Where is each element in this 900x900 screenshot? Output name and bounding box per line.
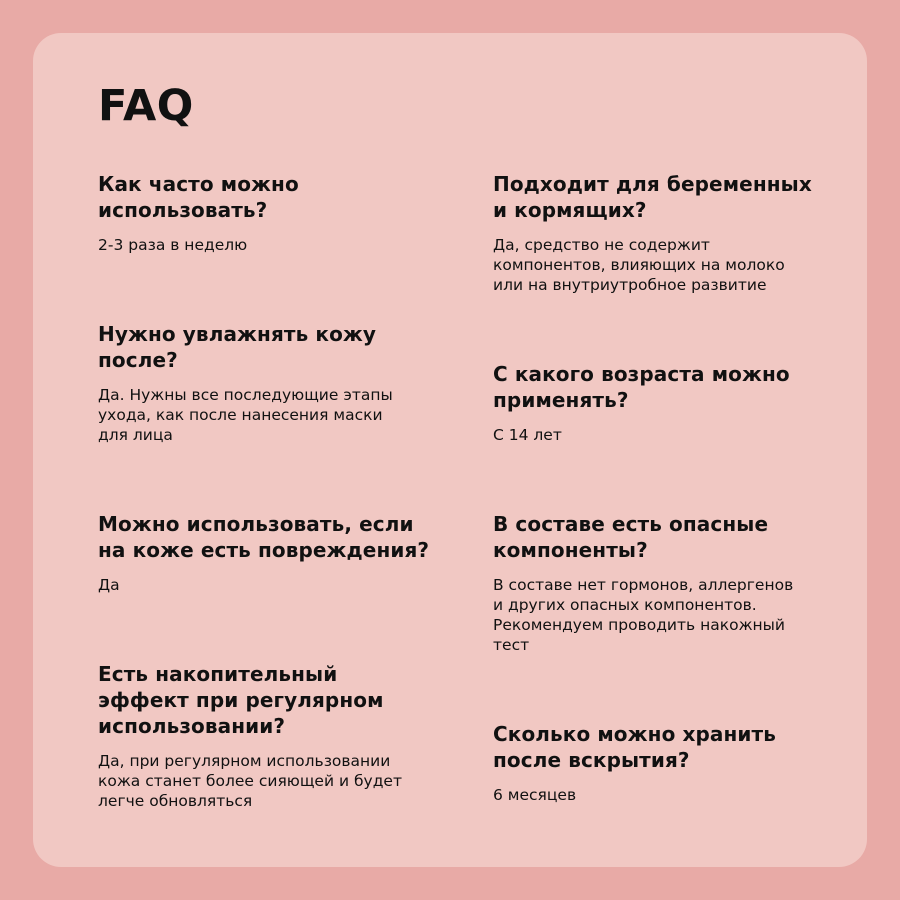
faq-answer: Да, средство не содержит компонентов, влияющих на молоко или на внутриутробное развитие bbox=[493, 236, 785, 294]
faq-answer: 2-3 раза в неделю bbox=[98, 236, 248, 254]
faq-question: С какого возраста можно применять? bbox=[493, 362, 790, 412]
faq-answer: Да. Нужны все последующие этапы ухода, как после нанесения маски для лица bbox=[98, 386, 393, 444]
faq-question: Можно использовать, если на коже есть повреждения? bbox=[98, 512, 430, 562]
faq-item-frequency bbox=[98, 171, 443, 255]
faq-answer: 6 месяцев bbox=[493, 786, 577, 804]
faq-item-storage bbox=[493, 721, 838, 805]
faq-answer: Да bbox=[98, 576, 120, 594]
faq-item-ingredients bbox=[493, 511, 838, 655]
faq-question: Как часто можно использовать? bbox=[98, 172, 299, 222]
faq-question: В составе есть опасные компоненты? bbox=[493, 512, 769, 562]
page-title: FAQ bbox=[98, 81, 194, 131]
faq-answer: В составе нет гормонов, аллергенов и других опасных компонентов. Рекомендуем проводить накожный тест bbox=[493, 576, 794, 654]
faq-item-cumulative-effect bbox=[98, 661, 443, 811]
faq-item-age bbox=[493, 361, 838, 445]
faq-answer: Да, при регулярном использовании кожа станет более сияющей и будет легче обновляться bbox=[98, 752, 402, 810]
faq-question: Подходит для беременных и кормящих? bbox=[493, 172, 812, 222]
faq-answer: С 14 лет bbox=[493, 426, 562, 444]
faq-question: Сколько можно хранить после вскрытия? bbox=[493, 722, 776, 772]
faq-item-damaged-skin bbox=[98, 511, 443, 595]
faq-question: Есть накопительный эффект при регулярном использовании? bbox=[98, 662, 384, 738]
faq-question: Нужно увлажнять кожу после? bbox=[98, 322, 377, 372]
faq-item-moisturize bbox=[98, 321, 443, 445]
faq-item-pregnancy bbox=[493, 171, 838, 295]
